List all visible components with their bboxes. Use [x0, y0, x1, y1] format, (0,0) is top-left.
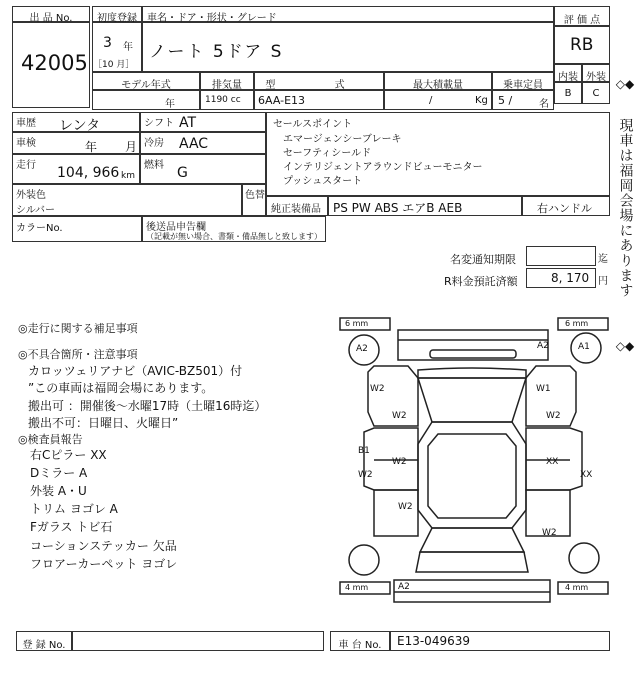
displacement-label: 排気量 [212, 80, 242, 91]
type-value: 6AA-E13 [258, 94, 306, 107]
displacement-label-cell [200, 72, 254, 90]
mileage-unit: km [121, 171, 135, 181]
score: RB [570, 35, 594, 55]
capacity-unit: 名 [539, 99, 549, 110]
mark-front-right: A1 [578, 342, 590, 352]
lot-no: 42005 [21, 51, 88, 75]
car-name: ノート 5ドア S [149, 42, 284, 62]
car-name-label-cell [142, 6, 554, 22]
mark-side-b1: B1 [358, 446, 370, 456]
tire-rl-depth: 4 mm [345, 583, 369, 592]
driving-title: ◎走行に関する補足事項 [18, 322, 138, 335]
equipment-value: PS PW ABS エアB AEB [333, 201, 463, 215]
exterior-score-cell [582, 82, 610, 104]
sales-point-item: プッシュスタート [283, 176, 363, 187]
lot-no-label: 出 品 No. [29, 13, 73, 24]
mark-door-left: W2 [392, 457, 407, 467]
inspection-year: 年 [85, 140, 98, 154]
defects-title: ◎不具合箇所・注意事項 [18, 348, 138, 361]
history-cell [12, 112, 140, 132]
capacity-cell [492, 90, 554, 110]
inspector-line: Fガラス トビ石 [30, 520, 113, 534]
sales-point-item: インテリジェントアラウンドビューモニター [283, 162, 483, 173]
steering-cell [522, 196, 610, 216]
ac-label: 冷房 [144, 138, 164, 149]
type-cell [254, 90, 384, 110]
reg-no-label: 登 録 No. [22, 640, 66, 651]
reg-no-label-cell [16, 631, 72, 651]
side-banner-text [613, 118, 637, 298]
inspector-line: フロアーカーペット ヨゴレ [30, 557, 178, 571]
tire-fl-depth: 6 mm [345, 319, 369, 328]
inspection-label: 車検 [16, 138, 36, 149]
defect-line: ”この車両は福岡会場にあります。 [28, 381, 214, 395]
chassis-no: E13-049639 [397, 634, 470, 648]
deadline-label: 名変通知期限 [450, 253, 516, 266]
lot-no-label-cell [12, 6, 90, 22]
tire-fr-depth: 6 mm [565, 319, 589, 328]
fuel-label: 燃料 [144, 160, 164, 171]
history-label: 車歴 [16, 118, 36, 129]
displacement: 1190 cc [205, 95, 241, 105]
first-reg-label-cell [92, 6, 142, 22]
type-label: 型 式 [265, 80, 373, 91]
mark-hood-right: W2 [546, 411, 561, 421]
color-no-label: カラーNo. [16, 223, 63, 234]
mileage-cell [12, 154, 140, 184]
color-no-cell [12, 216, 142, 242]
mark-rear-bumper: A2 [398, 582, 410, 592]
mileage: 104, 966 [57, 165, 120, 181]
defect-line: カロッツェリアナビ（AVIC-BZ501）付 [28, 364, 243, 378]
recycle-unit: 円 [598, 276, 608, 287]
equipment-label-cell [266, 196, 328, 216]
chassis-label: 車 台 No. [338, 640, 382, 651]
car-name-label: 車名・ドア・形状・グレード [147, 13, 277, 24]
max-load-label: 最大積載量 [413, 80, 463, 91]
mark-front-left: A2 [356, 344, 368, 354]
inspector-line: トリム ヨゴレ A [30, 502, 118, 516]
color-change-cell [242, 184, 266, 216]
recycle-label: R料金預託済額 [444, 275, 518, 288]
capacity: 5 / [498, 94, 513, 107]
exterior-label-cell [582, 64, 610, 82]
fuel: G [177, 165, 188, 181]
mark-fender-left: W2 [370, 384, 385, 394]
defect-line: 搬出可 ：開催後～水曜17時（土曜16時迄） [28, 399, 267, 413]
score-label: 評 価 点 [563, 15, 601, 26]
sales-point-item: エマージェンシーブレーキ [283, 134, 402, 145]
mark-door-fl: W2 [358, 470, 373, 480]
mark-fender-right: W1 [536, 384, 551, 394]
shift-label: シフト [144, 118, 174, 129]
score-cell [554, 26, 610, 64]
lot-no-cell [12, 22, 90, 108]
capacity-label-cell [492, 72, 554, 90]
type-label-cell [254, 72, 384, 90]
deadline-cell [526, 246, 596, 266]
displacement-cell [200, 90, 254, 110]
first-reg-month: ［10 月］ [93, 60, 135, 70]
aftermarket-cell [142, 216, 326, 242]
aftermarket-note: （記載が無い場合、書類・備品無しと致します） [146, 232, 322, 241]
car-diagram [338, 316, 610, 608]
max-load-label-cell [384, 72, 492, 90]
model-year-label: モデル年式 [121, 80, 171, 91]
fuel-cell [140, 154, 266, 184]
first-reg-label: 初度登録 [97, 13, 137, 24]
deadline-unit: 迄 [598, 254, 608, 265]
model-year-label-cell [92, 72, 200, 90]
reg-no-cell [72, 631, 324, 651]
recycle-cell [526, 268, 596, 288]
recycle-value: 8, 170 [551, 271, 590, 285]
mark-door-right: XX [546, 457, 559, 467]
ext-color-cell [12, 184, 242, 216]
inspector-line: 右Cピラー XX [30, 448, 107, 462]
aftermarket-label: 後送品申告欄 [146, 222, 206, 233]
mark-rear-left: W2 [398, 502, 413, 512]
exterior-score: C [592, 88, 600, 99]
first-reg-year: 3 [103, 35, 112, 51]
side-banner-label: 現車は福岡会場にあります [617, 118, 634, 298]
mileage-label: 走行 [16, 160, 36, 171]
mark-rear-right: W2 [542, 528, 557, 538]
exterior-label: 外装 [586, 72, 606, 83]
steering: 右ハンドル [537, 202, 592, 215]
first-reg-cell [92, 22, 142, 72]
interior-score: B [564, 88, 572, 99]
inspection-month: 月 [125, 140, 138, 154]
color-change-label: 色替 [245, 190, 265, 201]
model-year-cell [92, 90, 200, 110]
max-load-unit: Kg [475, 95, 488, 106]
interior-label-cell [554, 64, 582, 82]
car-name-cell [142, 22, 554, 72]
capacity-label: 乗車定員 [503, 80, 543, 91]
shift-cell [140, 112, 266, 132]
side-marker-top: ◇◆ [615, 77, 635, 91]
tire-rr-depth: 4 mm [565, 583, 589, 592]
max-load-cell [384, 90, 492, 110]
equipment-label: 純正装備品 [271, 204, 321, 215]
chassis-label-cell [330, 631, 390, 651]
max-load: / [429, 95, 433, 106]
inspector-title: ◎検査員報告 [18, 433, 83, 446]
sales-point-item: セーフティシールド [283, 148, 372, 159]
sales-points-cell [266, 112, 610, 196]
chassis-cell [390, 631, 610, 651]
shift: AT [179, 115, 197, 131]
year-unit: 年 [123, 42, 133, 53]
interior-label: 内装 [558, 72, 578, 83]
ext-color: シルバー [16, 205, 56, 216]
mark-hood-left: W2 [392, 411, 407, 421]
ac-cell [140, 132, 266, 154]
inspector-line: コーションステッカー 欠品 [30, 539, 177, 553]
inspector-line: 外装 A・U [30, 484, 87, 498]
sales-points-label: セールスポイント [273, 119, 353, 130]
model-year-unit: 年 [165, 99, 175, 110]
defect-line: 搬出不可：日曜日、火曜日” [28, 416, 179, 430]
equipment-cell [328, 196, 522, 216]
ac: AAC [179, 136, 209, 152]
ext-color-label: 外装色 [16, 190, 46, 201]
inspector-line: Dミラー A [30, 466, 88, 480]
mark-pillar-right: XX [580, 470, 593, 480]
history: レンタ [59, 118, 101, 134]
score-label-cell [554, 6, 610, 26]
mark-front-bumper: A2 [537, 341, 549, 351]
interior-score-cell [554, 82, 582, 104]
inspection-cell [12, 132, 140, 154]
side-marker-bottom: ◇◆ [615, 339, 635, 353]
